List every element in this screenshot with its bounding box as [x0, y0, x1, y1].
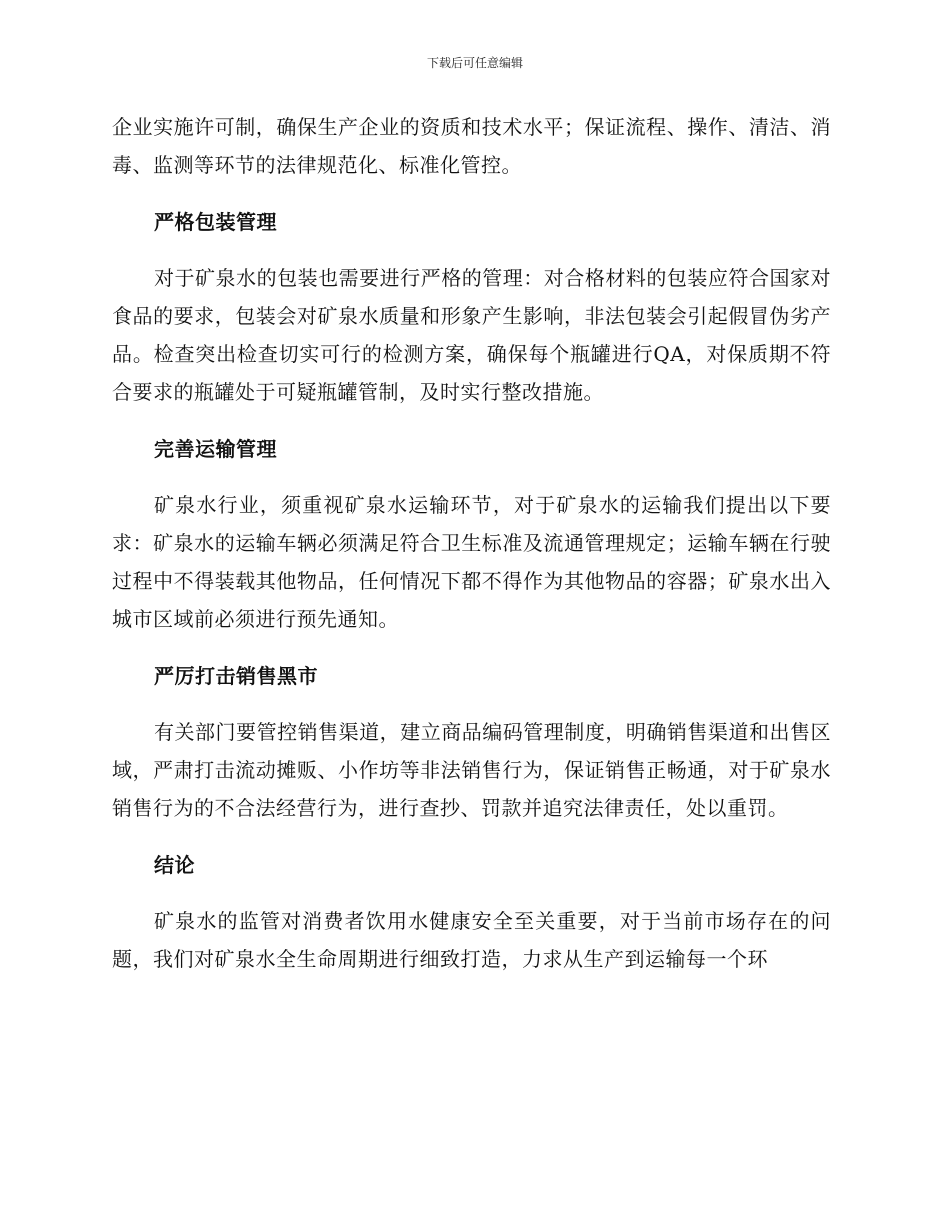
sales-heading: 严厉打击销售黑市 [154, 664, 318, 688]
packaging-heading: 严格包装管理 [154, 210, 277, 234]
transport-heading: 完善运输管理 [154, 437, 277, 461]
document-body [112, 108, 831, 978]
transport-paragraph: 矿泉水行业，须重视矿泉水运输环节，对于矿泉水的运输我们提出以下要求：矿泉水的运输车辆必须满足符合卫生标准及流通管理规定；运输车辆在行驶过程中不得装载其他物品，任何情况下都不得作为其他物品的容器；矿泉水出入城市区域前必须进行预先通知。 [112, 493, 831, 631]
packaging-paragraph: 对于矿泉水的包装也需要进行严格的管理：对合格材料的包装应符合国家对食品的要求，包装会对矿泉水质量和形象产生影响，非法包装会引起假冒伪劣产品。检查突出检查切实可行的检测方案，确保每个瓶罐进行QA，对保质期不符合要求的瓶罐处于可疑瓶罐管制，及时实行整改措施。 [112, 266, 831, 404]
page-header: 下载后可任意编辑 [426, 56, 523, 70]
conclusion-paragraph: 矿泉水的监管对消费者饮用水健康安全至关重要，对于当前市场存在的问题，我们对矿泉水全生命周期进行细致打造，力求从生产到运输每一个环 [112, 909, 831, 971]
conclusion-heading: 结论 [154, 853, 195, 877]
sales-paragraph: 有关部门要管控销售渠道，建立商品编码管理制度，明确销售渠道和出售区域，严肃打击流动摊贩、小作坊等非法销售行为，保证销售正畅通，对于矿泉水销售行为的不合法经营行为，进行查抄、罚款并追究法律责任，处以重罚。 [112, 720, 831, 820]
intro-continuation-paragraph: 企业实施许可制，确保生产企业的资质和技术水平；保证流程、操作、清洁、消毒、监测等环节的法律规范化、标准化管控。 [112, 115, 831, 177]
